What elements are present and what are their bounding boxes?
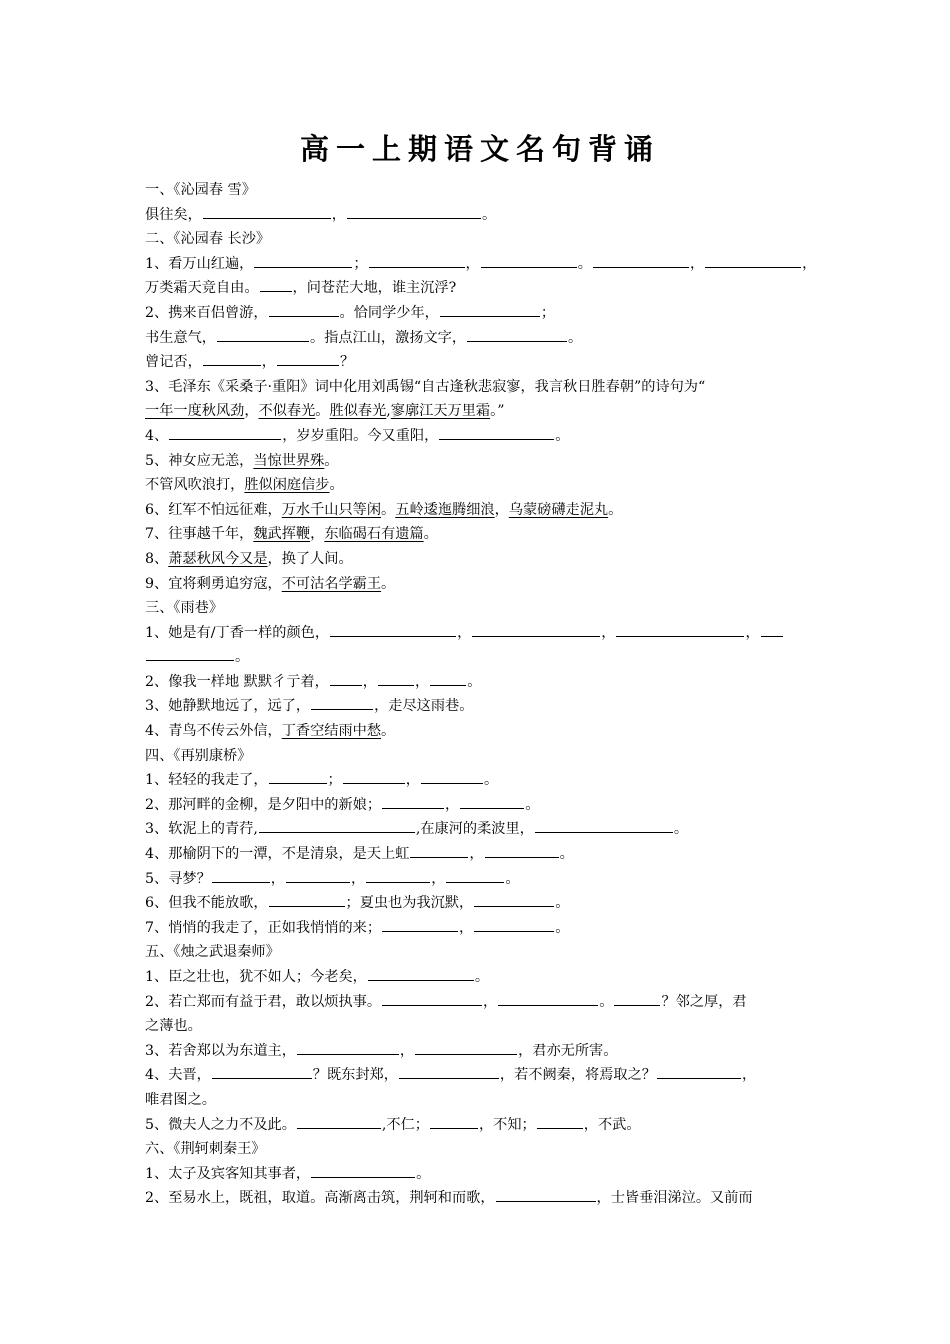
- line-text: 不管风吹浪打，: [145, 477, 245, 494]
- line-text: ，君亦无所害。: [518, 1042, 618, 1059]
- text-line: [145, 1039, 815, 1064]
- line-text: 。: [416, 1165, 431, 1182]
- line-text: ,: [386, 403, 391, 420]
- answer-text: 寥廓江天万里霜: [390, 403, 491, 420]
- fill-blank[interactable]: [369, 252, 465, 268]
- line-text: 俱往矣，: [145, 206, 202, 223]
- fill-blank[interactable]: [496, 1186, 596, 1202]
- fill-blank[interactable]: [415, 1039, 517, 1055]
- line-text: ；: [327, 772, 342, 789]
- text-line: [145, 842, 815, 867]
- line-text: ，: [310, 526, 325, 543]
- line-text: ，: [601, 624, 616, 641]
- line-text: 7、悄悄的我走了，正如我悄悄的来；: [145, 919, 382, 936]
- line-text: ，: [494, 501, 509, 518]
- section-heading: [145, 227, 815, 252]
- text-line: [145, 301, 815, 326]
- fill-blank[interactable]: [481, 252, 577, 268]
- text-line: [145, 203, 815, 228]
- line-text: ；夏虫也为我沉默，: [345, 895, 474, 912]
- fill-blank[interactable]: [614, 990, 660, 1006]
- line-text: 3、毛泽东《采桑子·重阳》词中化用刘禹锡“自古逢秋悲寂寥，我言秋日胜春朝”的诗句为“: [145, 378, 706, 395]
- line-text: ，: [483, 993, 498, 1010]
- line-text: 2、至易水上，既祖，取道。高渐离击筑，荆轲和而歌，: [145, 1190, 495, 1207]
- text-line: [145, 867, 815, 892]
- fill-blank[interactable]: [297, 1113, 381, 1129]
- fill-blank[interactable]: [705, 252, 801, 268]
- line-text: ，: [261, 354, 276, 371]
- fill-blank[interactable]: [446, 867, 504, 883]
- section-heading: [145, 744, 815, 769]
- fill-blank[interactable]: [399, 1063, 499, 1079]
- fill-blank[interactable]: [277, 350, 339, 366]
- line-text: 。: [381, 723, 396, 740]
- fill-blank[interactable]: [382, 793, 444, 809]
- line-text: 。: [381, 575, 396, 592]
- line-text: 。”: [490, 403, 505, 420]
- section-heading-text: 六、《荆轲刺秦王》: [145, 1141, 266, 1158]
- fill-blank[interactable]: [537, 1113, 583, 1129]
- text-line: [145, 424, 815, 449]
- line-text: ；: [540, 304, 556, 321]
- text-line: [145, 817, 815, 842]
- fill-blank[interactable]: [212, 1063, 312, 1079]
- line-text: 。: [329, 477, 344, 494]
- section-heading-text: 二、《沁园春 长沙》: [145, 231, 271, 248]
- text-line: [145, 768, 815, 793]
- line-text: ，: [331, 206, 346, 223]
- fill-blank[interactable]: [203, 203, 331, 219]
- text-line: [145, 891, 815, 916]
- line-text: 1、她是有/丁香一样的颜色，: [145, 624, 330, 641]
- fill-blank[interactable]: [485, 842, 559, 858]
- answer-text: 五岭逶迤腾细浪: [395, 501, 495, 518]
- line-text: 2、若亡郑而有益于君，敢以烦执事。: [145, 993, 382, 1010]
- fill-blank[interactable]: [311, 1162, 415, 1178]
- line-text: ，问苍茫大地，谁主沉浮?: [292, 280, 457, 297]
- line-text: 。: [315, 403, 330, 420]
- line-text: 6、红军不怕远征难，: [145, 501, 282, 518]
- fill-blank[interactable]: [498, 990, 598, 1006]
- text-line: [145, 252, 815, 277]
- line-text: 。: [559, 846, 574, 863]
- fill-blank[interactable]: [535, 817, 673, 833]
- fill-blank[interactable]: [366, 867, 430, 883]
- line-text: 。: [673, 821, 689, 838]
- answer-text: 万水千山只等闲: [281, 501, 382, 518]
- fill-blank[interactable]: [311, 694, 373, 710]
- line-text: 4、青鸟不传云外信，: [145, 723, 282, 740]
- line-text: 。: [474, 969, 490, 985]
- line-text: 之薄也。: [145, 1018, 202, 1035]
- fill-blank[interactable]: [286, 867, 350, 883]
- text-line: [145, 399, 815, 424]
- line-text: 1、臣之壮也，犹不如人；今老矣，: [145, 969, 367, 985]
- line-text: ，: [457, 624, 472, 641]
- fill-blank[interactable]: [330, 621, 456, 637]
- fill-blank[interactable]: [347, 203, 481, 219]
- line-text: 8、: [145, 550, 169, 567]
- fill-blank[interactable]: [474, 891, 554, 907]
- line-text: 。: [481, 206, 497, 223]
- line-text: ,在康河的柔波里，: [415, 821, 534, 838]
- fill-blank[interactable]: [260, 276, 292, 292]
- line-text: ,不仁；: [381, 1116, 429, 1133]
- fill-blank[interactable]: [472, 621, 600, 637]
- answer-text: 丁香空结雨中愁: [281, 723, 382, 740]
- text-line: [145, 547, 815, 572]
- line-text: ？: [339, 354, 355, 371]
- document-page: [145, 128, 815, 1211]
- fill-blank[interactable]: [593, 252, 689, 268]
- fill-blank[interactable]: [212, 867, 270, 883]
- section-heading-text: 四、《再别康桥》: [145, 747, 252, 764]
- fill-blank[interactable]: [343, 768, 405, 784]
- line-text: 4、夫晋，: [145, 1067, 211, 1084]
- line-text: ，不武。: [583, 1116, 641, 1133]
- line-text: 。: [235, 649, 250, 666]
- text-line: [145, 965, 815, 990]
- line-text: 4、: [145, 427, 169, 444]
- line-text: 2、像我一样地 默默彳亍着，: [145, 673, 329, 690]
- line-text: 。: [505, 870, 520, 887]
- line-text: ，: [465, 255, 480, 272]
- line-text: ，: [362, 673, 377, 690]
- line-text: 。: [555, 919, 570, 936]
- text-line: [145, 694, 815, 719]
- text-line: [145, 793, 815, 818]
- text-line: [145, 350, 815, 375]
- line-text: 。指点江山，激扬文字，: [309, 329, 467, 346]
- line-text: 1、太子及宾客知其事者，: [145, 1165, 311, 1182]
- fill-blank[interactable]: [297, 1039, 399, 1055]
- line-text: ，: [689, 255, 705, 272]
- line-text: ，: [431, 870, 446, 887]
- line-text: ，: [350, 870, 366, 887]
- line-text: ，若不阙秦，将焉取之？: [499, 1067, 656, 1084]
- text-line: [145, 670, 815, 695]
- line-text: 3、她静默地远了，远了，: [145, 698, 311, 715]
- answer-text: 萧瑟秋风今又是: [168, 550, 268, 567]
- answer-text: 当惊世界殊: [253, 452, 325, 469]
- section-heading: [145, 1137, 815, 1162]
- line-text: 。: [324, 452, 339, 469]
- line-text: 5、微夫人之力不及此。: [145, 1116, 296, 1133]
- line-text: ，: [415, 673, 430, 690]
- text-line: [145, 1088, 815, 1113]
- line-text: ；: [353, 255, 368, 272]
- line-text: 。: [555, 427, 570, 444]
- line-text: 。: [381, 501, 396, 518]
- line-text: ，: [459, 919, 474, 936]
- answer-text: 胜似闲庭信步: [244, 477, 330, 494]
- line-text: 5、神女应无恙，: [145, 452, 254, 469]
- line-text: 书生意气，: [145, 329, 216, 346]
- section-heading: [145, 940, 815, 965]
- text-line: [145, 1063, 815, 1088]
- line-text: 1、看万山红遍，: [145, 255, 254, 272]
- line-text: ，不知；: [478, 1116, 536, 1133]
- section-heading-text: 五、《烛之武退秦师》: [145, 944, 280, 961]
- fill-blank[interactable]: [269, 768, 327, 784]
- line-text: 曾记否，: [145, 354, 202, 371]
- fill-blank[interactable]: [439, 424, 554, 440]
- text-line: [145, 498, 815, 523]
- fill-blank[interactable]: [269, 891, 345, 907]
- text-line: [145, 621, 815, 646]
- text-line: [145, 1162, 815, 1187]
- fill-blank[interactable]: [378, 670, 414, 686]
- line-text: ？邻之厚，君: [661, 993, 747, 1010]
- line-text: 5、寻梦？: [145, 870, 211, 887]
- text-line: [145, 916, 815, 941]
- answer-text: 不似春光: [258, 403, 316, 420]
- line-text: ，: [469, 846, 484, 863]
- answer-text: 魏武挥鞭: [253, 526, 311, 543]
- fill-blank[interactable]: [203, 350, 261, 366]
- fill-blank[interactable]: [410, 842, 468, 858]
- text-line: [145, 375, 815, 400]
- answer-text: 一年一度秋风劲: [145, 403, 245, 420]
- fill-blank[interactable]: [382, 990, 482, 1006]
- fill-blank[interactable]: [474, 916, 554, 932]
- line-text: ，: [399, 1042, 415, 1059]
- fill-blank[interactable]: [368, 965, 474, 981]
- fill-blank[interactable]: [146, 645, 234, 661]
- fill-blank[interactable]: [421, 768, 483, 784]
- line-text: 9、宜将剩勇追穷寇，: [145, 575, 282, 592]
- line-text: 3、软泥上的青荇,: [145, 821, 258, 838]
- section-heading: [145, 178, 815, 203]
- text-line: [145, 645, 815, 670]
- fill-blank[interactable]: [616, 621, 744, 637]
- answer-text: 胜似春光: [329, 403, 387, 420]
- section-heading-text: 三、《雨巷》: [145, 600, 224, 617]
- fill-blank[interactable]: [254, 252, 352, 268]
- text-line: [145, 1186, 815, 1211]
- answer-text: 不可沽名学霸王: [281, 575, 382, 592]
- fill-blank[interactable]: [382, 916, 458, 932]
- line-text: 3、若舍郑以为东道主，: [145, 1042, 296, 1059]
- line-text: 。: [599, 993, 614, 1010]
- text-line: [145, 990, 815, 1015]
- line-text: 。: [525, 796, 540, 813]
- line-text: 。: [577, 255, 592, 272]
- text-line: [145, 1014, 815, 1039]
- fill-blank[interactable]: [330, 670, 362, 686]
- fill-blank[interactable]: [467, 326, 567, 342]
- section-heading-text: 一、《沁园春 雪》: [145, 182, 256, 198]
- line-text: ，走尽这雨巷。: [374, 698, 474, 715]
- line-text: 。恰同学少年，: [339, 304, 439, 321]
- line-text: ，士皆垂泪涕泣。又前而: [596, 1190, 753, 1207]
- fill-blank[interactable]: [269, 301, 339, 317]
- line-text: 。: [568, 329, 583, 346]
- fill-blank[interactable]: [259, 817, 415, 833]
- fill-blank[interactable]: [430, 1113, 478, 1129]
- text-line: [145, 473, 815, 498]
- line-text: ，: [445, 796, 460, 813]
- line-text: ，: [244, 403, 259, 420]
- line-text: 唯君图之。: [145, 1091, 216, 1108]
- line-text: 。: [423, 526, 438, 543]
- line-text: ，: [270, 870, 285, 887]
- fill-blank[interactable]: [761, 621, 783, 637]
- fill-blank[interactable]: [169, 424, 281, 440]
- text-line: [145, 572, 815, 597]
- line-text: ，: [405, 772, 420, 789]
- answer-text: 东临碣石有遗篇: [324, 526, 424, 543]
- line-text: 。: [483, 772, 499, 789]
- line-text: 。: [555, 895, 570, 912]
- line-text: 。: [608, 501, 623, 518]
- line-text: ，: [742, 1067, 757, 1084]
- text-line: [145, 719, 815, 744]
- answer-text: 乌蒙磅礴走泥丸: [508, 501, 609, 518]
- fill-blank[interactable]: [430, 670, 466, 686]
- line-text: 1、轻轻的我走了，: [145, 772, 268, 789]
- fill-blank[interactable]: [217, 326, 309, 342]
- line-text: ？既东封郑，: [312, 1067, 398, 1084]
- line-text: 。: [467, 673, 482, 690]
- page-title: 高一上期语文名句背诵: [299, 132, 660, 166]
- fill-blank[interactable]: [657, 1063, 741, 1079]
- line-text: 4、那榆阴下的一潭，不是清泉，是天上虹: [145, 846, 410, 863]
- text-line: [145, 522, 815, 547]
- text-line: [145, 449, 815, 474]
- line-text: ，: [745, 624, 760, 641]
- text-line: [145, 1113, 815, 1138]
- fill-blank[interactable]: [460, 793, 524, 809]
- line-text: 6、但我不能放歌，: [145, 895, 268, 912]
- text-line: [145, 276, 815, 301]
- text-line: [145, 326, 815, 351]
- line-text: 2、那河畔的金柳，是夕阳中的新娘；: [145, 796, 382, 813]
- line-text: ，换了人间。: [267, 550, 353, 567]
- line-text: 7、往事越千年，: [145, 526, 254, 543]
- line-text: ，: [802, 255, 817, 272]
- line-text: 2、携来百侣曾游，: [145, 304, 268, 321]
- fill-blank[interactable]: [440, 301, 540, 317]
- line-text: ，岁岁重阳。今又重阳，: [282, 427, 439, 444]
- line-text: 万类霜天竞自由。: [145, 280, 259, 297]
- section-heading: [145, 596, 815, 621]
